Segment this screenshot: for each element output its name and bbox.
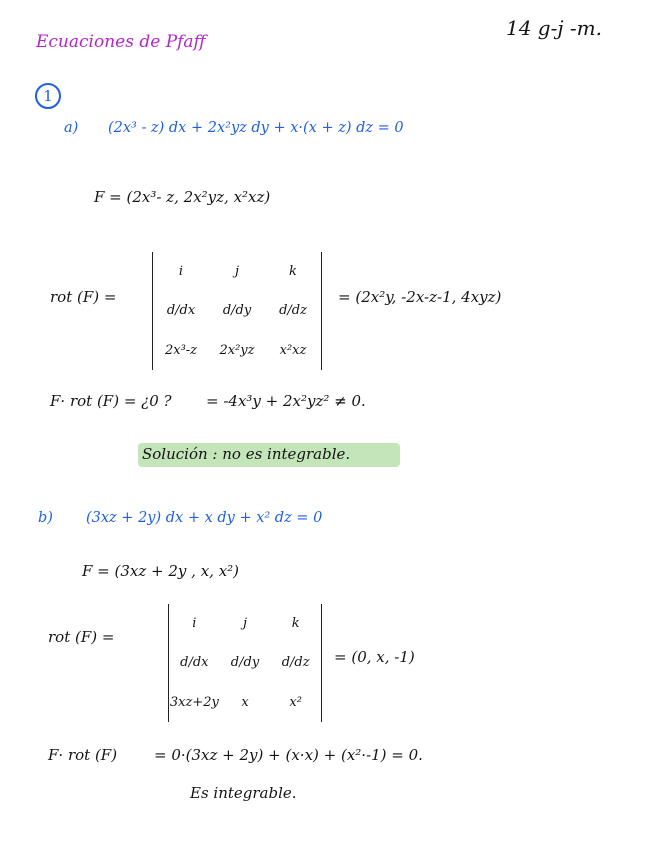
part-a-determinant bbox=[152, 252, 322, 370]
date-note: 14 g-j -m. bbox=[506, 16, 603, 40]
det-a-k: k bbox=[289, 264, 297, 280]
part-a-label: a) bbox=[64, 120, 79, 136]
det-a-d-dz: d/dz bbox=[279, 303, 307, 319]
part-b-rot-label: rot (F) = bbox=[48, 628, 115, 646]
det-b-d-dz: d/dz bbox=[281, 655, 310, 671]
part-a-dot-label: F· rot (F) = ¿0 ? bbox=[50, 392, 172, 410]
problem-number-badge: 1 bbox=[35, 83, 61, 109]
part-b-dot-result: = 0·(3xz + 2y) + (x·x) + (x²·-1) = 0. bbox=[154, 746, 423, 764]
det-a-r: x²xz bbox=[279, 342, 307, 358]
det-a-d-dx: d/dx bbox=[166, 303, 196, 319]
part-b-determinant bbox=[168, 604, 322, 722]
part-b-label: b) bbox=[38, 510, 53, 526]
det-a-i: i bbox=[178, 264, 184, 280]
det-a-q: 2x²yz bbox=[219, 342, 255, 358]
det-b-j: j bbox=[242, 616, 247, 632]
det-b-q: x bbox=[241, 694, 249, 710]
part-a-dot-result: = -4x³y + 2x²yz² ≠ 0. bbox=[206, 392, 366, 410]
det-a-p: 2x³-z bbox=[164, 342, 198, 358]
det-b-i: i bbox=[192, 616, 197, 632]
det-b-d-dy: d/dy bbox=[230, 655, 260, 671]
det-b-r: x² bbox=[289, 694, 302, 710]
det-b-k: k bbox=[291, 616, 300, 632]
part-a-field: F = (2x³- z, 2x²yz, x²xz) bbox=[94, 188, 271, 206]
part-b-field: F = (3xz + 2y , x, x²) bbox=[82, 562, 240, 580]
part-a-equation: (2x³ - z) dx + 2x²yz dy + x·(x + z) dz = 0 bbox=[108, 120, 404, 136]
part-b-conclusion: Es integrable. bbox=[190, 784, 297, 802]
det-a-d-dy: d/dy bbox=[222, 303, 252, 319]
part-b-dot-label: F· rot (F) bbox=[48, 746, 118, 764]
det-b-d-dx: d/dx bbox=[180, 655, 209, 671]
det-b-p: 3xz+2y bbox=[169, 694, 219, 710]
page-title: Ecuaciones de Pfaff bbox=[36, 32, 206, 52]
part-b-equation: (3xz + 2y) dx + x dy + x² dz = 0 bbox=[86, 510, 323, 526]
det-a-j: j bbox=[234, 264, 240, 280]
part-a-rot-result: = (2x²y, -2x-z-1, 4xyz) bbox=[338, 288, 502, 306]
part-a-conclusion: Solución : no es integrable. bbox=[142, 445, 351, 463]
part-a-rot-label: rot (F) = bbox=[50, 288, 117, 306]
part-b-rot-result: = (0, x, -1) bbox=[334, 648, 415, 666]
